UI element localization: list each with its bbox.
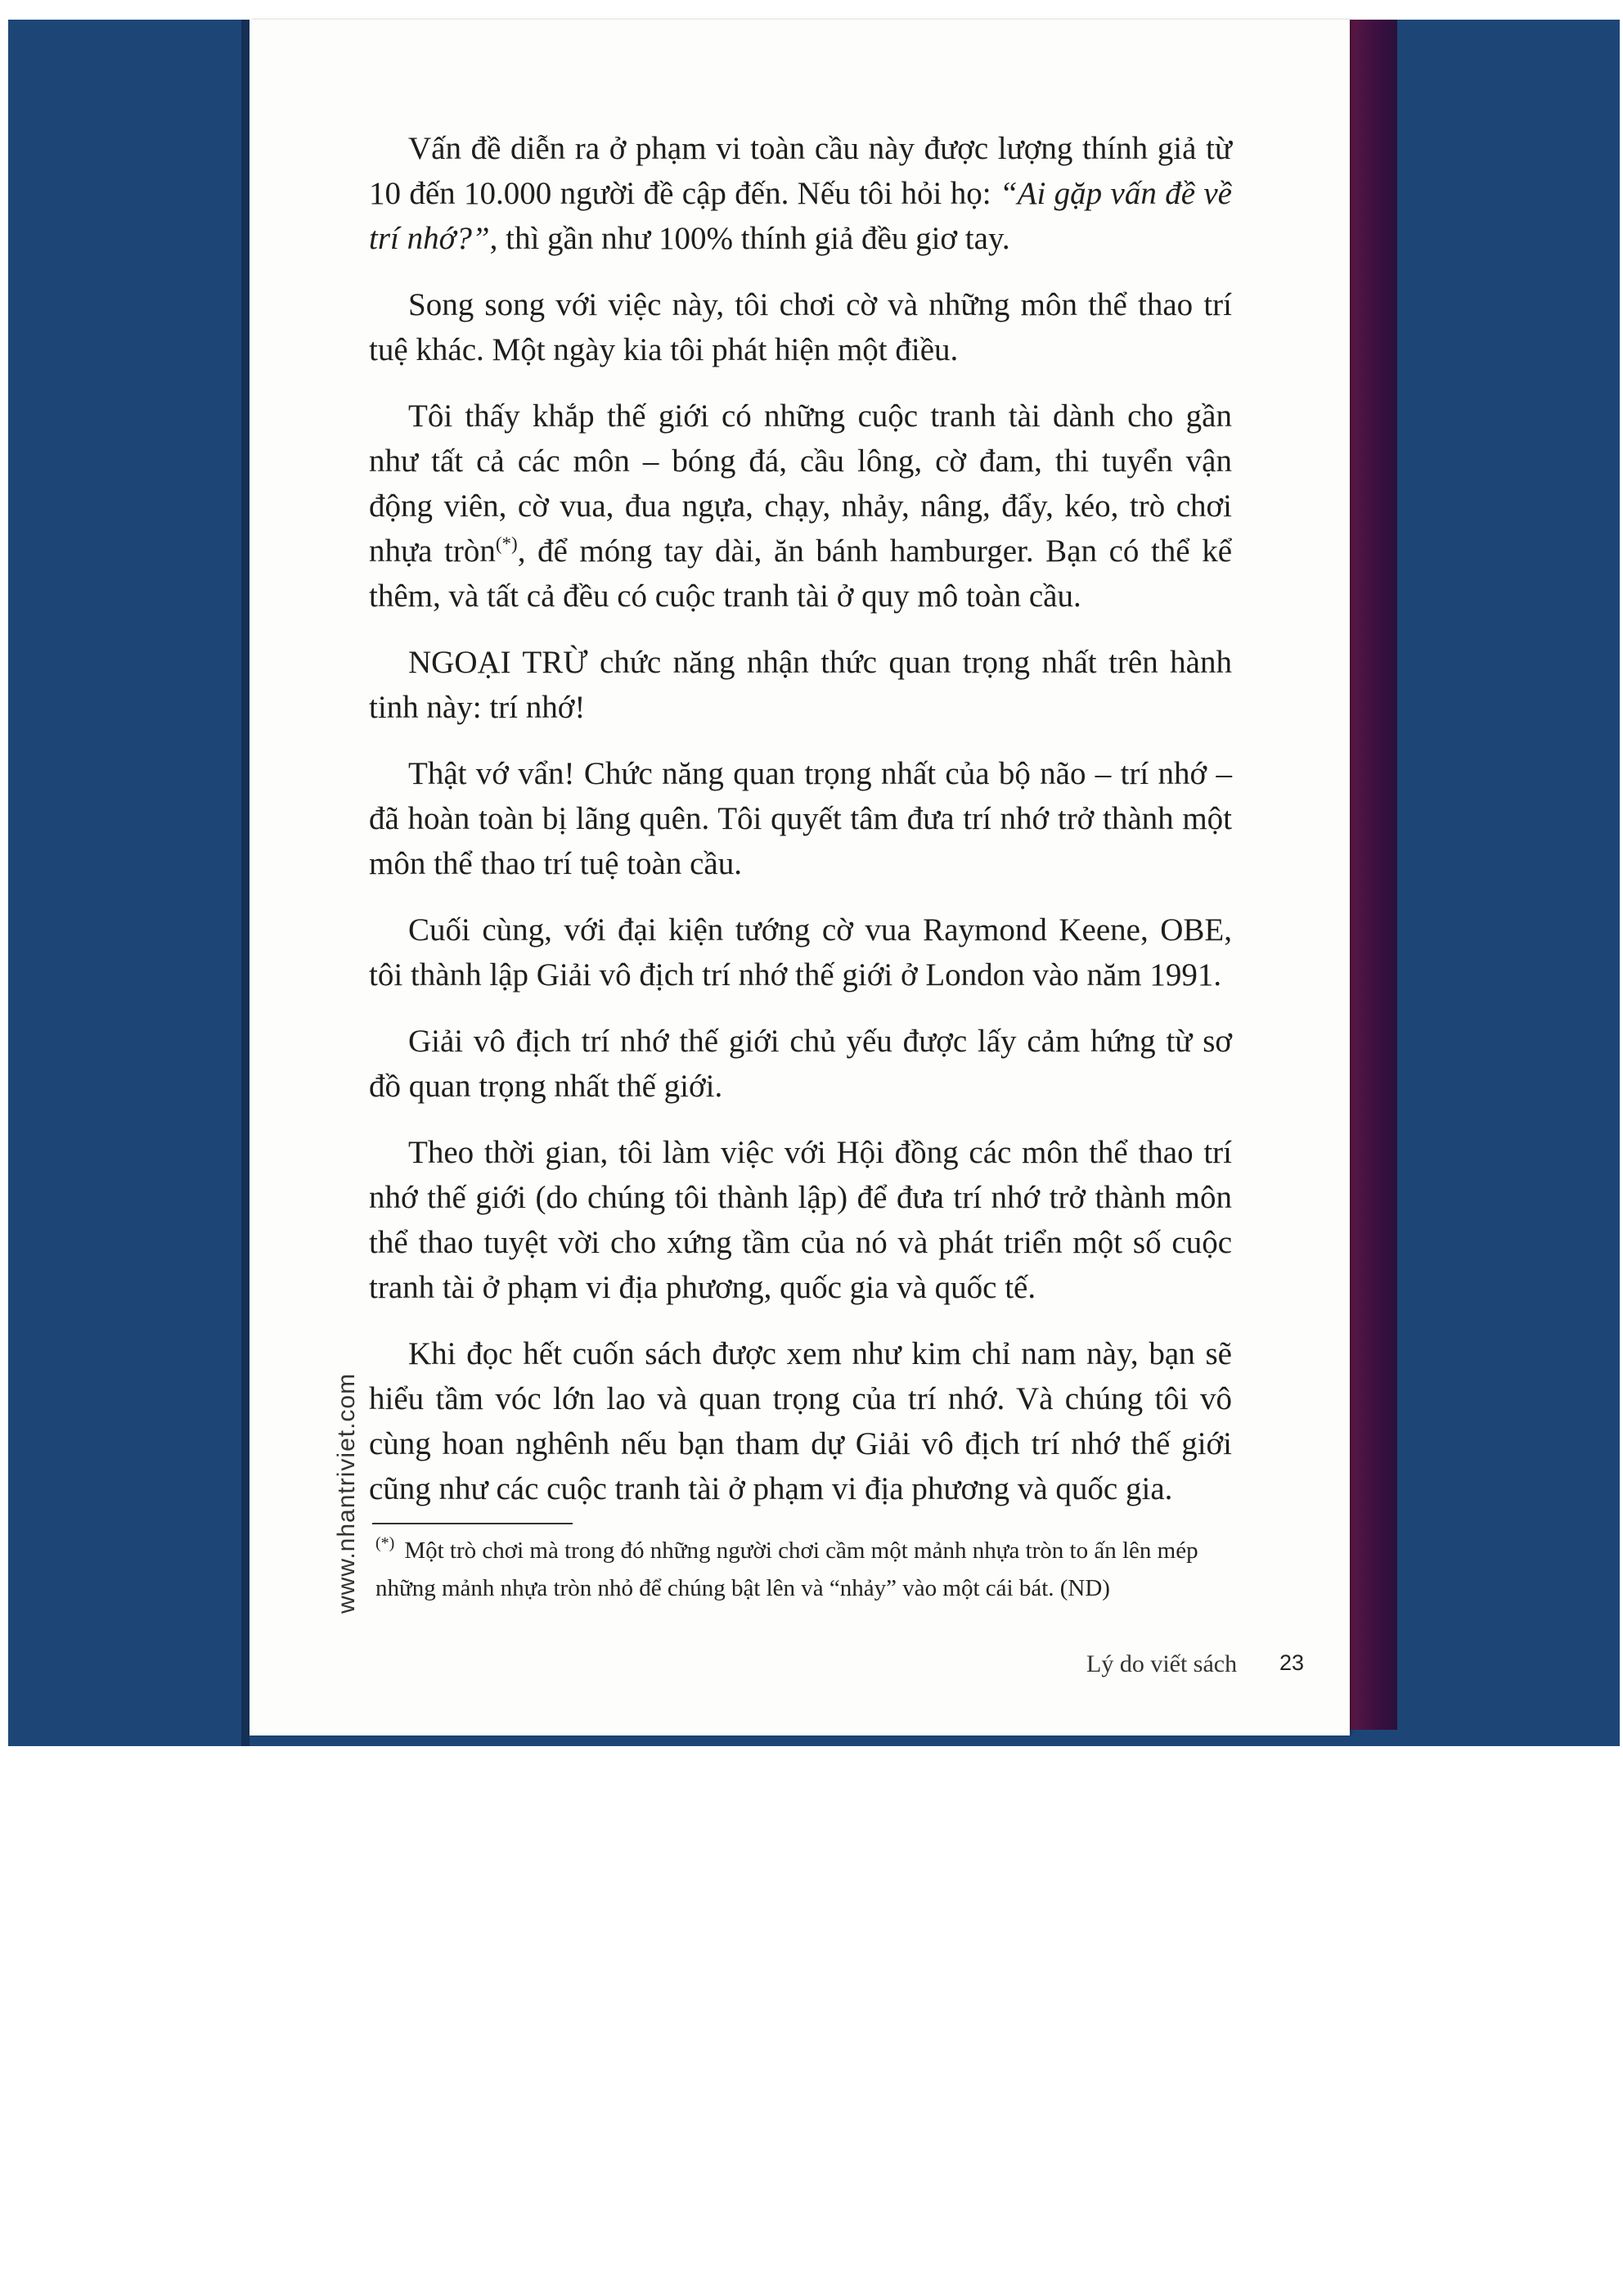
- body-text: [369, 126, 1232, 1511]
- paragraph-text: , để móng tay dài, ăn bánh hamburger. Bạn có thể kể thêm, và tất cả đều có cuộc tranh tài ở quy mô toàn cầu.: [369, 533, 1233, 614]
- paragraph: NGOẠI TRỪ chức năng nhận thức quan trọng nhất trên hành tinh này: trí nhớ!: [369, 645, 1232, 725]
- paragraph-text: Tôi thấy khắp thế giới có những cuộc tranh tài dành cho gần như tất cả các môn – bóng đá, cầu lông, cờ đam, thi tuyển vận động viên, cờ vua, đua ngựa, chạy, nhảy, nâng, đẩy, kéo, trò chơi nhựa tròn: [369, 398, 1232, 569]
- paragraph-text: Vấn đề diễn ra ở phạm vi toàn cầu này được lượng thính giả từ 10 đến 10.000 người đề cập đến. Nếu tôi hỏi họ:: [369, 131, 1232, 211]
- footnote-reference[interactable]: (*): [495, 533, 518, 554]
- footnote-text: Một trò chơi mà trong đó những người chơi cầm một mảnh nhựa tròn to ấn lên mép những mảnh nhựa tròn nhỏ để chúng bật lên và “nhảy” vào một cái bát. (ND): [375, 1537, 1198, 1601]
- paragraph: Khi đọc hết cuốn sách được xem như kim chỉ nam này, bạn sẽ hiểu tầm vóc lớn lao và quan trọng của trí nhớ. Và chúng tôi vô cùng hoan nghênh nếu bạn tham dự Giải vô địch trí nhớ thế giới cũng như các cuộc tranh tài ở phạm vi địa phương và quốc gia.: [369, 1336, 1232, 1506]
- side-watermark-url[interactable]: www.nhantriviet.com: [333, 1372, 360, 1614]
- page-number: 23: [1279, 1650, 1305, 1675]
- scanner-edge: [241, 20, 250, 1746]
- book-spine: [1348, 20, 1397, 1730]
- paragraph: Giải vô địch trí nhớ thế giới chủ yếu được lấy cảm hứng từ sơ đồ quan trọng nhất thế giới.: [369, 1024, 1232, 1104]
- running-footer: Lý do viết sách: [1086, 1650, 1238, 1677]
- paragraph: Cuối cùng, với đại kiện tướng cờ vua Raymond Keene, OBE, tôi thành lập Giải vô địch trí nhớ thế giới ở London vào năm 1991.: [369, 912, 1232, 993]
- footnote-marker: (*): [375, 1534, 395, 1552]
- paragraph: [369, 126, 1232, 261]
- italic-quote: “Ai gặp vấn đề về trí nhớ?”: [369, 176, 1232, 256]
- paragraph: Theo thời gian, tôi làm việc với Hội đồng các môn thể thao trí nhớ thế giới (do chúng tôi thành lập) để đưa trí nhớ trở thành môn thể thao tuyệt vời cho xứng tầm của nó và phát triển một số cuộc tranh tài ở phạm vi địa phương, quốc gia và quốc tế.: [369, 1135, 1232, 1305]
- book-page: [250, 20, 1350, 1736]
- footnote: [375, 1532, 1243, 1607]
- paragraph: Thật vớ vẩn! Chức năng quan trọng nhất của bộ não – trí nhớ – đã hoàn toàn bị lãng quên. Tôi quyết tâm đưa trí nhớ trở thành một môn thể thao trí tuệ toàn cầu.: [369, 756, 1232, 881]
- paragraph: [369, 394, 1232, 619]
- paragraph: Song song với việc này, tôi chơi cờ và những môn thể thao trí tuệ khác. Một ngày kia tôi phát hiện một điều.: [369, 287, 1232, 367]
- footnote-divider: [372, 1523, 573, 1524]
- paragraph-text: , thì gần như 100% thính giả đều giơ tay.: [489, 221, 1010, 256]
